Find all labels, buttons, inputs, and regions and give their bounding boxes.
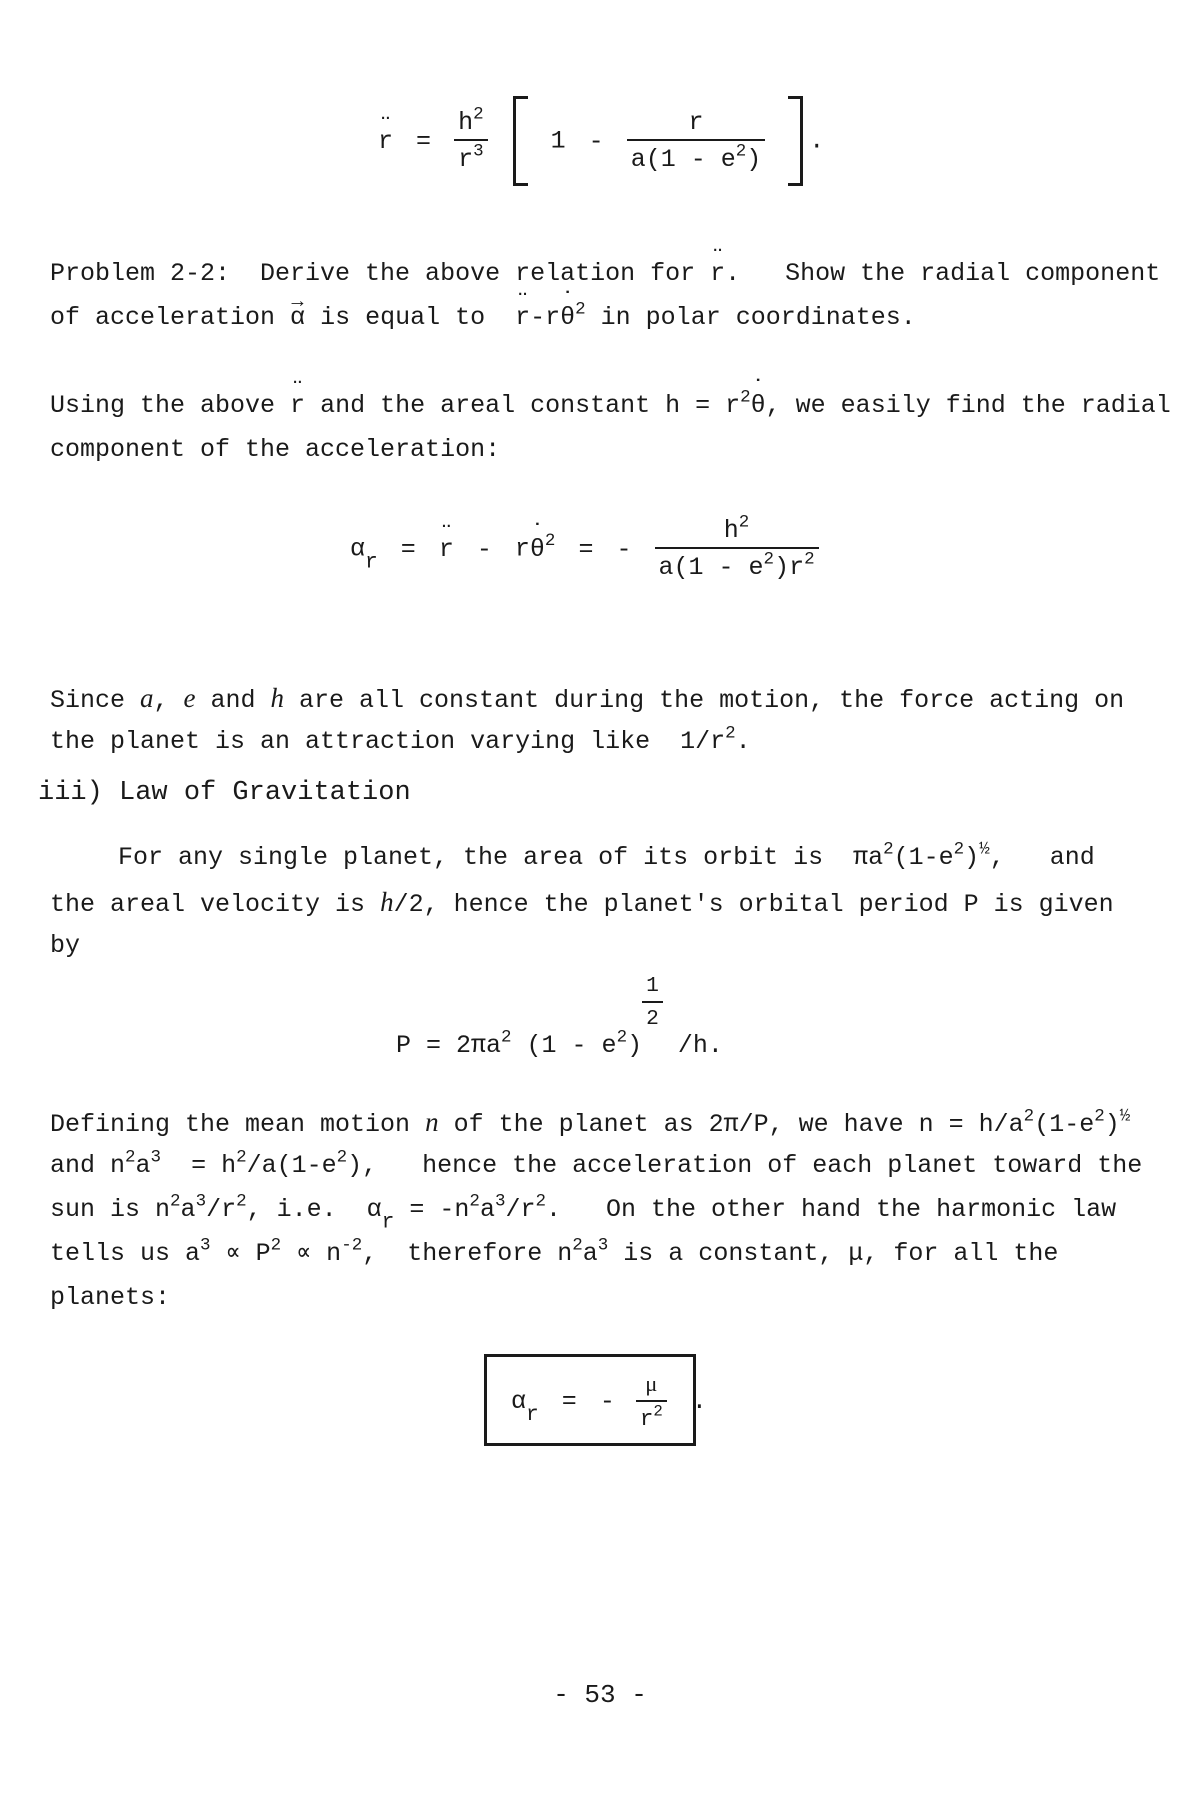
defining-exp5: 3	[150, 1147, 162, 1168]
defining-text-r: tells us a	[50, 1239, 201, 1268]
eq3-close: )	[627, 1030, 643, 1060]
defining-exp6: 2	[236, 1147, 247, 1168]
since-exp: 2	[725, 723, 736, 744]
defining-text-l: /r	[206, 1195, 237, 1224]
eq1-num-exp: 2	[473, 104, 484, 125]
forany-text-b: (1-e	[893, 843, 954, 872]
forany-line-3: by	[50, 931, 81, 960]
forany-exp2: 2	[953, 839, 965, 860]
defining-exp16: -2	[341, 1235, 363, 1256]
eq4-den-exp: 2	[653, 1402, 663, 1421]
forany-paragraph	[50, 836, 1130, 968]
defining-text-i: ), hence the acceleration of each planet toward the	[347, 1151, 1143, 1180]
defining-text-p: /r	[505, 1195, 536, 1224]
using-paragraph	[50, 384, 1171, 472]
eq1-equals: =	[416, 126, 432, 156]
since-text-d: are all constant during the motion, the force acting on	[284, 686, 1125, 715]
section-heading: iii) Law of Gravitation	[38, 778, 411, 808]
problem-line-2	[50, 296, 1130, 340]
problem-exp: 2	[575, 299, 586, 320]
defining-text-t: ∝ n	[281, 1239, 342, 1268]
eq1-minus: -	[588, 126, 604, 156]
defining-line-1	[50, 1100, 1130, 1144]
eq1-lhs: ¨ r	[378, 129, 393, 154]
defining-text-d: )	[1104, 1110, 1120, 1139]
eq1-den-exp: 3	[473, 141, 484, 162]
equation-period	[396, 976, 723, 1058]
defining-exp4: 2	[125, 1147, 136, 1168]
forany-line-2	[50, 880, 1130, 924]
defining-line-2	[50, 1144, 1143, 1188]
forany-exp3: ½	[979, 839, 990, 860]
problem-text-d: is equal to	[305, 303, 516, 332]
defining-exp3: ½	[1119, 1106, 1131, 1127]
defining-exp9: 3	[195, 1191, 207, 1212]
problem-line-1	[50, 252, 1161, 296]
eq1-inner-fraction	[627, 110, 766, 172]
defining-text-o: a	[479, 1195, 495, 1224]
forany-text-a: For any single planet, the area of its orbit is πa	[118, 843, 884, 872]
defining-line-5: planets:	[50, 1283, 171, 1312]
since-text-e: the planet is an attraction varying like 1/r	[50, 727, 726, 756]
equation-gravitation	[511, 1373, 707, 1430]
defining-text-c: (1-e	[1034, 1110, 1095, 1139]
since-var-a: a	[140, 683, 154, 713]
since-text-f: .	[735, 727, 751, 756]
defining-exp2: 2	[1094, 1106, 1105, 1127]
defining-text-u: , therefore n	[362, 1239, 573, 1268]
eq2-equals-1: =	[400, 534, 416, 564]
defining-exp18: 3	[597, 1235, 609, 1256]
eq3-mid: (1 - e	[511, 1030, 617, 1060]
forany-text-c: )	[964, 843, 980, 872]
eq2-neg: -	[616, 534, 632, 564]
forany-text-e: the areal velocity is	[50, 890, 381, 919]
eq3-tail: /h.	[662, 1030, 723, 1060]
defining-line-4	[50, 1232, 1130, 1276]
using-text-a: Using the above	[50, 391, 291, 420]
since-text-b: ,	[153, 686, 184, 715]
defining-text-e: and n	[50, 1151, 126, 1180]
defining-sub: r	[381, 1210, 395, 1235]
using-text-b: and the areal constant h = r	[305, 391, 741, 420]
defining-text-b: of the planet as 2π/P, we have n = h/a	[438, 1110, 1024, 1139]
forany-text-f: /2, hence the planet's orbital period P is given	[393, 890, 1114, 919]
eq4-sub: r	[526, 1402, 539, 1427]
since-var-h: h	[270, 683, 285, 713]
eq1-den: r	[458, 145, 474, 174]
since-line-1	[50, 676, 1130, 720]
eq1-inner-num: r	[688, 108, 704, 137]
defining-exp14: 3	[200, 1235, 211, 1256]
page-number: - 53 -	[553, 1680, 647, 1710]
alpha-vector: → α	[290, 296, 305, 340]
eq4-den: r	[639, 1405, 654, 1432]
defining-text-g: = h	[161, 1151, 237, 1180]
forany-line-1	[50, 836, 1130, 880]
problem-r-double-dot: ¨ r	[710, 252, 725, 296]
defining-exp15: 2	[270, 1235, 282, 1256]
problem-r-double-dot-2: ¨ r	[515, 296, 530, 340]
eq1-fraction	[454, 104, 488, 174]
eq2-sub: r	[365, 550, 378, 575]
forany-var-h: h	[380, 887, 394, 917]
eq3-frac-num: 1	[642, 976, 663, 1003]
problem-text-f: in polar coordinates.	[585, 303, 916, 332]
using-text-c: , we easily find the radial	[765, 391, 1171, 420]
defining-exp8: 2	[170, 1191, 181, 1212]
eq1-inner-den-a: a(1 - e	[630, 145, 736, 174]
eq3-exp2: 2	[616, 1027, 628, 1048]
eq1-num: h	[458, 108, 474, 137]
eq4-period: .	[691, 1387, 707, 1417]
eq2-den-exp2: 2	[804, 549, 815, 570]
eq2-num: h	[723, 516, 739, 545]
eq3-exp: 2	[501, 1027, 512, 1048]
using-theta-dot: ˙ θ	[751, 384, 766, 428]
theta-dot: ˙ θ	[560, 296, 575, 340]
eq4-equals: =	[561, 1387, 577, 1417]
eq2-den-b: )r	[774, 553, 805, 582]
eq2-equals-2: =	[578, 534, 594, 564]
defining-text-k: a	[180, 1195, 196, 1224]
equation-r-double-dot	[378, 96, 824, 186]
defining-text-m: , i.e. α	[246, 1195, 382, 1224]
defining-text-h: /a(1-e	[246, 1151, 337, 1180]
defining-text-v: a	[582, 1239, 598, 1268]
eq4-num: μ	[636, 1373, 667, 1402]
eq2-alpha: α	[350, 534, 366, 564]
using-line-1	[50, 384, 1171, 428]
eq1-period: .	[809, 126, 825, 156]
eq4-alpha: α	[511, 1387, 527, 1417]
eq2-num-exp: 2	[738, 512, 750, 533]
defining-text-q: . On the other hand the harmonic law	[546, 1195, 1117, 1224]
using-exp: 2	[740, 387, 751, 408]
defining-text-w: is a constant, μ, for all the	[608, 1239, 1059, 1268]
eq2-den-a: a(1 - e	[658, 553, 764, 582]
using-r-double-dot: ¨ r	[290, 384, 305, 428]
eq2-minus: -	[476, 534, 492, 564]
problem-paragraph	[50, 252, 1161, 340]
since-line-2	[50, 720, 1130, 764]
eq2-theta-dot: ˙ θ	[530, 537, 545, 562]
defining-exp12: 3	[494, 1191, 506, 1212]
since-text-c: and	[195, 686, 271, 715]
defining-exp13: 2	[535, 1191, 546, 1212]
eq2-den-exp: 2	[763, 549, 775, 570]
using-line-2: component of the acceleration:	[50, 435, 501, 464]
defining-exp10: 2	[236, 1191, 247, 1212]
eq1-inner-den-exp: 2	[735, 141, 747, 162]
defining-exp7: 2	[336, 1147, 348, 1168]
eq2-exp: 2	[544, 531, 556, 552]
equation-radial-acceleration	[350, 512, 819, 582]
since-paragraph	[50, 676, 1130, 764]
since-text-a: Since	[50, 686, 141, 715]
eq4-neg: -	[599, 1387, 615, 1417]
forany-exp: 2	[883, 839, 894, 860]
left-bracket	[513, 96, 528, 186]
eq4-fraction	[636, 1373, 667, 1430]
eq3-frac-den: 2	[646, 1007, 659, 1032]
since-var-e: e	[183, 683, 196, 713]
defining-text-j: sun is n	[50, 1195, 171, 1224]
eq1-inner-den-b: )	[746, 145, 762, 174]
defining-var-n: n	[425, 1107, 439, 1137]
defining-exp17: 2	[572, 1235, 583, 1256]
defining-exp11: 2	[469, 1191, 480, 1212]
defining-exp: 2	[1023, 1106, 1035, 1127]
problem-text-a: Problem 2-2: Derive the above relation for	[50, 259, 711, 288]
defining-text-n: = -n	[394, 1195, 470, 1224]
eq1-one: 1	[550, 126, 566, 156]
eq3-lhs: P = 2πa	[396, 1030, 502, 1060]
defining-paragraph	[50, 1100, 1143, 1320]
eq2-r: r	[514, 534, 530, 564]
defining-text-a: Defining the mean motion	[50, 1110, 426, 1139]
eq2-fraction	[655, 512, 819, 582]
defining-line-3	[50, 1188, 1130, 1235]
boxed-equation	[484, 1354, 707, 1446]
forany-text-d: , and	[989, 843, 1095, 872]
eq3-half-exponent	[642, 976, 663, 1031]
defining-text-s: ∝ P	[210, 1239, 271, 1268]
problem-text-e: -r	[530, 303, 561, 332]
defining-text-f: a	[135, 1151, 151, 1180]
eq2-r-double-dot: ¨ r	[439, 537, 454, 562]
problem-text-b: . Show the radial component	[725, 259, 1161, 288]
problem-text-c: of acceleration	[50, 303, 291, 332]
right-bracket	[788, 96, 803, 186]
